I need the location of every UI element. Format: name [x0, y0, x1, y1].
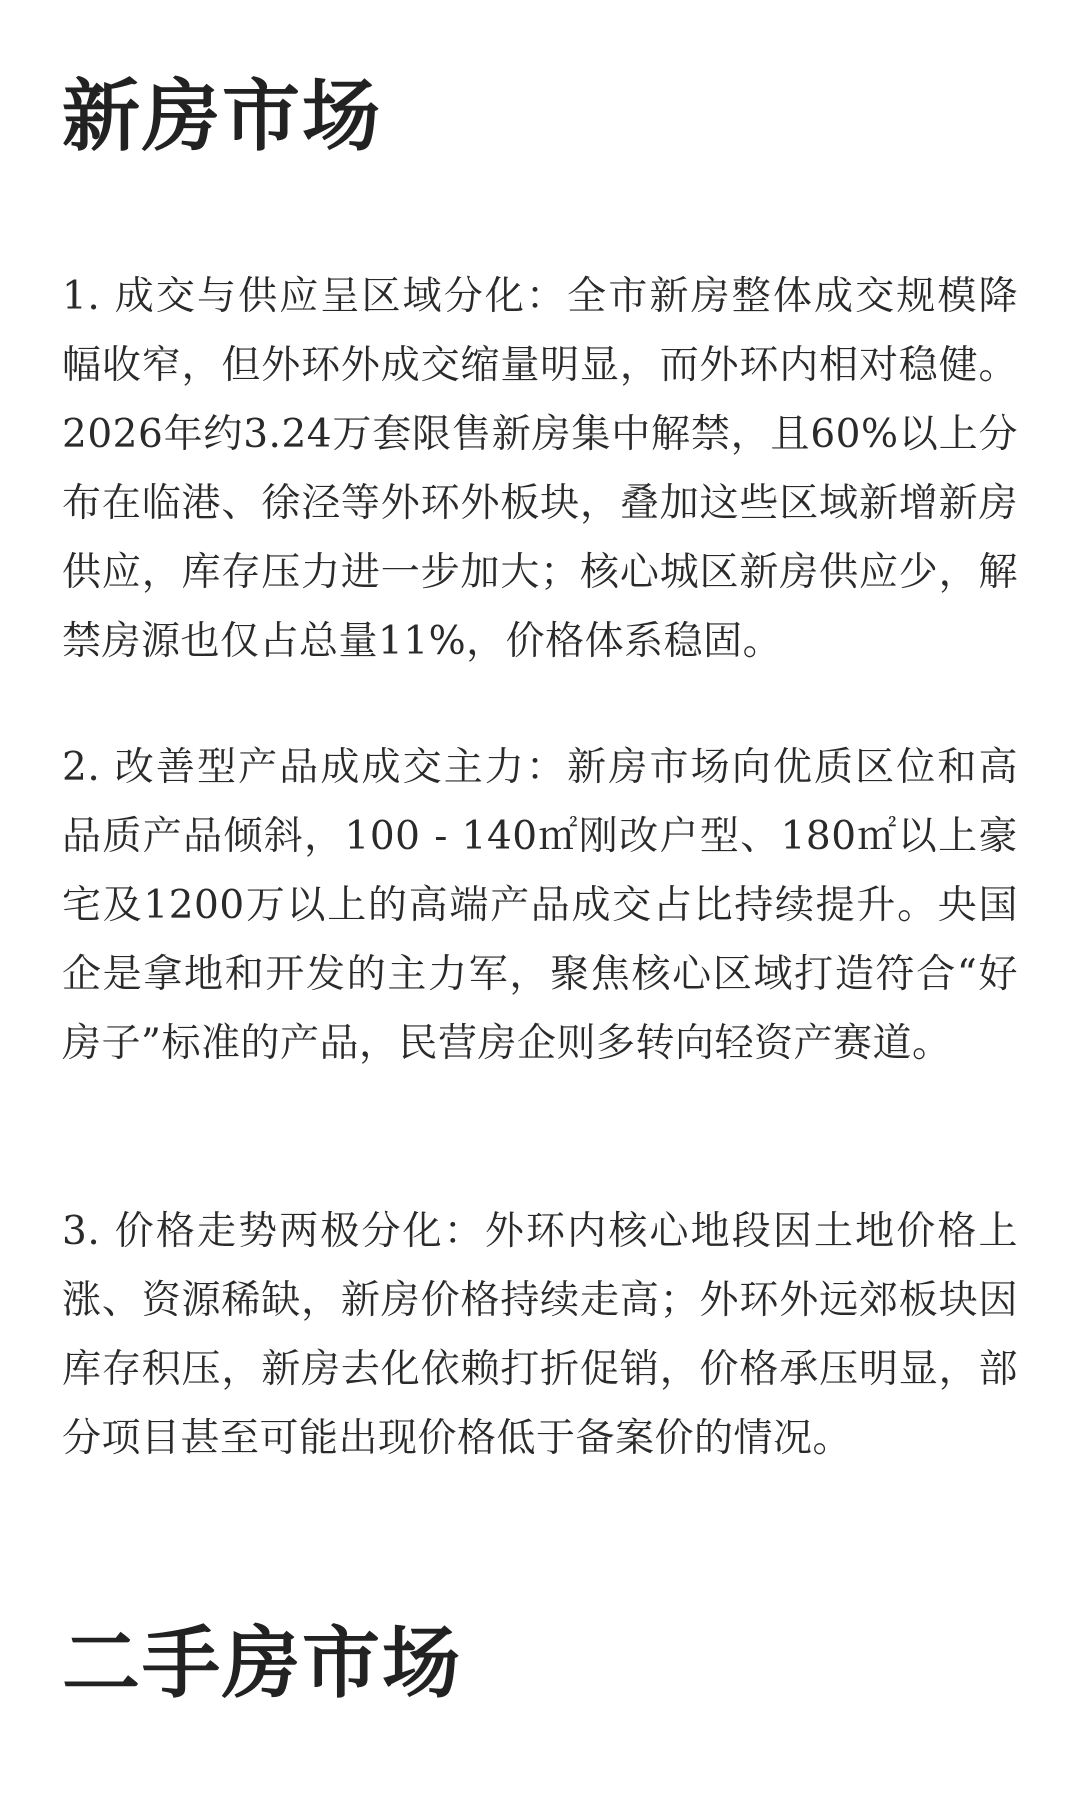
- paragraph-price-trend: 3. 价格走势两极分化：外环内核心地段因土地价格上涨、资源稀缺，新房价格持续走高；外环外远郊板块因库存积压，新房去化依赖打折促销，价格承压明显，部分项目甚至可能出现价格低于备案价的情况。: [62, 1209, 1018, 1461]
- section-title-new-homes: 新房市场: [62, 71, 383, 162]
- paragraph-supply-distribution: 1. 成交与供应呈区域分化：全市新房整体成交规模降幅收窄，但外环外成交缩量明显，而外环内相对稳健。2026年约3.24万套限售新房集中解禁，且60%以上分布在临港、徐泾等外环外板块，叠加这些区域新增新房供应，库存压力进一步加大；核心城区新房供应少，解禁房源也仅占总量11%，价格体系稳固。: [62, 274, 1018, 664]
- section-title-second-hand-homes: 二手房市场: [62, 1618, 463, 1709]
- paragraph-improvement-products: 2. 改善型产品成成交主力：新房市场向优质区位和高品质产品倾斜，100 - 140㎡刚改户型、180㎡以上豪宅及1200万以上的高端产品成交占比持续提升。央国企是拿地和开发的主力军，聚焦核心区域打造符合“好房子”标准的产品，民营房企则多转向轻资产赛道。: [62, 745, 1018, 1066]
